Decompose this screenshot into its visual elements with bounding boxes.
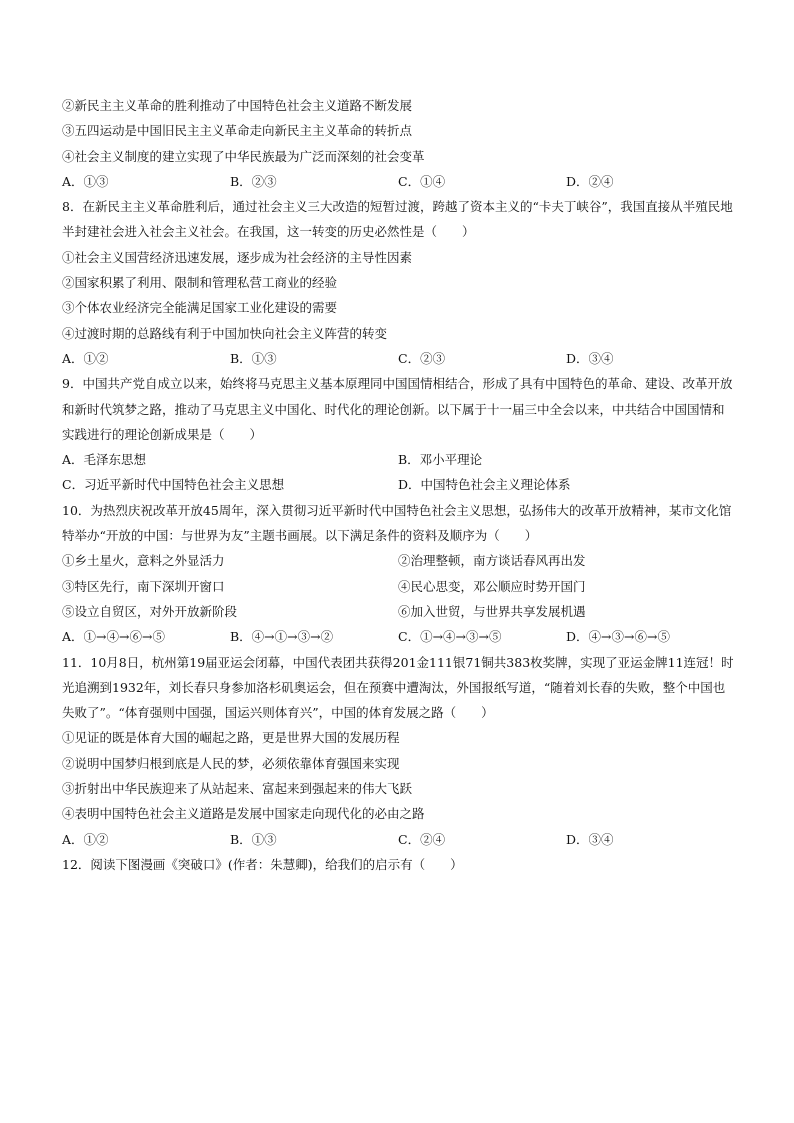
q11-stem: 11．10月8日，杭州第19届亚运会闭幕，中国代表团共获得201金111银71铜共383枚奖牌，实现了亚运金牌11连冠！时光追溯到1932年，刘长春只身参加洛杉矶奥运会，但在预赛中遭淘汰，外国报纸写道，“随着刘长春的失败，整个中国也失败了”。“体育强则中国强，国运兴则体育兴”，中国的体育发展之路（ ）: [62, 654, 734, 721]
q8-item-1: ①社会主义国营经济迅速发展，逐步成为社会经济的主导性因素: [62, 249, 413, 265]
q8-option-c[interactable]: C．②③: [398, 350, 446, 366]
q7-options: [62, 169, 734, 194]
q10-item-1: ①乡土星火，意料之外显活力: [62, 553, 225, 569]
q7-item-3: ③五四运动是中国旧民主主义革命走向新民主主义革命的转折点: [62, 123, 413, 139]
q10-option-c[interactable]: C．①→④→③→⑤: [398, 629, 502, 645]
question-7-continued: [62, 93, 734, 194]
question-8: [62, 194, 734, 371]
question-10: [62, 498, 734, 650]
q9-option-b[interactable]: B．邓小平理论: [398, 452, 483, 468]
q11-item-2: ②说明中国梦归根到底是人民的梦，必须依靠体育强国来实现: [62, 755, 400, 771]
q7-option-a[interactable]: A．①③: [62, 173, 109, 189]
q8-option-d[interactable]: D．③④: [566, 350, 614, 366]
q10-item-4: ④民心思变，邓公顺应时势开国门: [398, 578, 586, 594]
q8-item-2: ②国家积累了利用、限制和管理私营工商业的经验: [62, 275, 338, 291]
exam-page: [62, 93, 734, 877]
question-11: [62, 650, 734, 852]
q10-item-5: ⑤设立自贸区，对外开放新阶段: [62, 603, 238, 619]
q10-items-row-3: [62, 599, 734, 624]
q7-option-c[interactable]: C．①④: [398, 173, 446, 189]
q8-stem: 8．在新民主主义革命胜利后，通过社会主义三大改造的短暂过渡，跨越了资本主义的“卡夫丁峡谷”，我国直接从半殖民地半封建社会进入社会主义社会。在我国，这一转变的历史必然性是（ ）: [62, 199, 733, 240]
q8-option-b[interactable]: B．①③: [230, 350, 277, 366]
q9-options-row-1: [62, 447, 734, 472]
q10-options: [62, 624, 734, 649]
q9-option-c[interactable]: C．习近平新时代中国特色社会主义思想: [62, 477, 285, 493]
q7-option-d[interactable]: D．②④: [566, 173, 614, 189]
q9-option-a[interactable]: A．毛泽东思想: [62, 452, 147, 468]
q11-option-c[interactable]: C．②④: [398, 831, 446, 847]
q10-option-b[interactable]: B．④→①→③→②: [230, 629, 334, 645]
q10-option-a[interactable]: A．①→④→⑥→⑤: [62, 629, 165, 645]
q8-item-3: ③个体农业经济完全能满足国家工业化建设的需要: [62, 300, 338, 316]
q7-item-4: ④社会主义制度的建立实现了中华民族最为广泛而深刻的社会变革: [62, 148, 425, 164]
q11-options: [62, 827, 734, 852]
q10-item-3: ③特区先行，南下深圳开窗口: [62, 578, 225, 594]
q7-option-b[interactable]: B．②③: [230, 173, 277, 189]
q10-items-row-2: [62, 574, 734, 599]
q10-item-6: ⑥加入世贸，与世界共享发展机遇: [398, 603, 586, 619]
q8-option-a[interactable]: A．①②: [62, 350, 109, 366]
q10-items-row-1: [62, 548, 734, 573]
q11-item-4: ④表明中国特色社会主义道路是发展中国家走向现代化的必由之路: [62, 806, 425, 822]
q11-item-1: ①见证的既是体育大国的崛起之路，更是世界大国的发展历程: [62, 730, 400, 746]
q9-stem: 9．中国共产党自成立以来，始终将马克思主义基本原理同中国国情相结合，形成了具有中国特色的革命、建设、改革开放和新时代筑梦之路，推动了马克思主义中国化、时代化的理论创新。以下属于十一届三中全会以来，中共结合中国国情和实践进行的理论创新成果是（ ）: [62, 376, 733, 442]
question-12: [62, 852, 734, 877]
q9-options-row-2: [62, 472, 734, 497]
q7-item-2: ②新民主主义革命的胜利推动了中国特色社会主义道路不断发展: [62, 98, 413, 113]
q8-options: [62, 346, 734, 371]
q10-stem: 10．为热烈庆祝改革开放45周年，深入贯彻习近平新时代中国特色社会主义思想，弘扬伟大的改革开放精神，某市文化馆特举办“开放的中国：与世界为友”主题书画展。以下满足条件的资料及顺序为（ ）: [62, 502, 732, 544]
q11-option-a[interactable]: A．①②: [62, 831, 109, 847]
q9-option-d[interactable]: D．中国特色社会主义理论体系: [398, 477, 571, 493]
q8-item-4: ④过渡时期的总路线有利于中国加快向社会主义阵营的转变: [62, 325, 388, 341]
question-9: [62, 371, 734, 497]
q11-option-b[interactable]: B．①③: [230, 831, 277, 847]
q11-option-d[interactable]: D．③④: [566, 831, 614, 847]
q11-item-3: ③折射出中华民族迎来了从站起来、富起来到强起来的伟大飞跃: [62, 781, 413, 797]
q10-item-2: ②治理整顿，南方谈话春风再出发: [398, 553, 586, 569]
q10-option-d[interactable]: D．④→③→⑥→⑤: [566, 629, 670, 645]
q12-stem: 12．阅读下图漫画《突破口》(作者：朱慧卿)，给我们的启示有（ ）: [62, 856, 463, 872]
